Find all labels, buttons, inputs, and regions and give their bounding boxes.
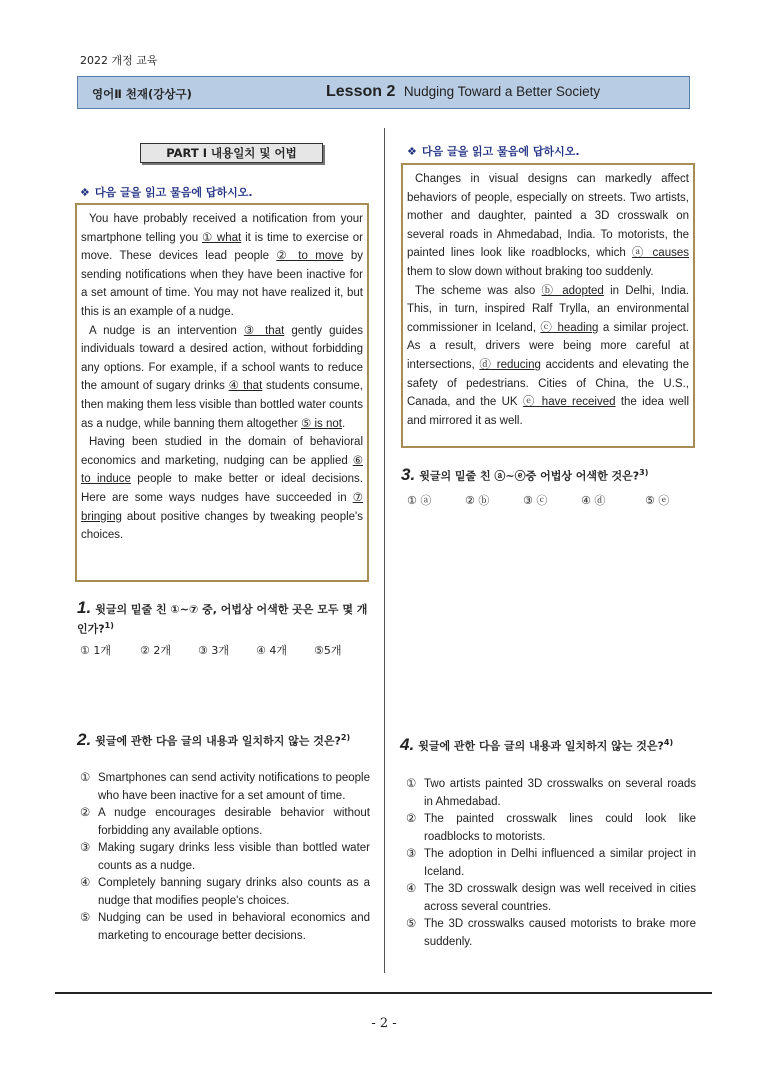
option-item[interactable] (406, 846, 696, 881)
underlined-item-7: ⑦ bringing (81, 491, 363, 523)
question-number: 1. (77, 598, 92, 617)
option-text: The 3D crosswalk design was well received in cities across several countries. (424, 883, 696, 913)
passage-text: by sending notifications when they have been inactive for a set amount of time. You may not have realized it, but this is an example of a nudge. (81, 250, 363, 318)
question-3 (401, 465, 695, 485)
option-mark: ⑤ (406, 918, 417, 930)
choice[interactable]: ④ ⓓ (581, 494, 606, 507)
passage-text: about positive changes by tweaking people's choices. (81, 510, 363, 542)
underlined-item-2: ② to move (276, 250, 344, 263)
option-text: A nudge encourages desirable behavior without forbidding any available options. (98, 807, 370, 837)
option-text: Completely banning sugary drinks also counts as a nudge that modifies people's choices. (98, 877, 370, 907)
choice[interactable]: ④ 4개 (256, 644, 287, 657)
option-item[interactable] (406, 811, 696, 846)
footer-rule (55, 992, 712, 994)
passage-text: it is time to exercise or move. These devices lead people (81, 231, 364, 263)
option-mark: ② (80, 807, 91, 819)
option-text: The painted crosswalk lines could look like roadblocks to motorists. (424, 813, 696, 843)
passage-text: the idea well and mirrored it as well. (407, 396, 690, 427)
passage-text: people to make better or ideal decisions. Here are some ways nudges have succeeded in (81, 473, 363, 504)
question-text: 윗글의 밑줄 친 ⓐ~ⓔ중 어법상 어색한 것은? (419, 469, 640, 483)
question-text: 윗글의 밑줄 친 ①~⑦ 중, 어법상 어색한 곳은 모두 몇 개인가? (77, 603, 368, 636)
diamond-bullet-icon: ❖ (80, 186, 90, 199)
option-mark: ① (406, 778, 417, 790)
instruction-text: 다음 글을 읽고 물음에 답하시오. (421, 145, 580, 158)
question-number: 2. (77, 729, 92, 749)
option-text: Making sugary drinks less visible than bottled water counts as a nudge. (98, 842, 370, 872)
instruction-text: 다음 글을 읽고 물음에 답하시오. (94, 186, 253, 199)
passage-text: Having been studied in the domain of behavioral economics and marketing, nudging can be applied (81, 436, 363, 467)
passage-text: students consume, then making them less visible than bottled water counts as a nudge, while banning them altogether (81, 380, 363, 430)
passage-text: Changes in visual designs can markedly affect behaviors of people, especially on streets. Two artists, mother and daughter, painted a 3D crosswalk on several roads in Ahmedabad, India. To motorists, the painted lines look like roadblocks, which (407, 173, 689, 260)
lesson-title: Nudging Toward a Better Society (403, 84, 601, 99)
passage-paragraph (407, 282, 689, 431)
lesson-header (77, 76, 690, 109)
option-mark: ① (80, 772, 91, 784)
underlined-item-c: ⓒ heading (540, 321, 599, 334)
footnote-ref: 1) (104, 621, 114, 630)
passage-text: in Delhi, India. This, in turn, inspired Ralf Trylla, an environmental commissioner in Iceland, (407, 284, 689, 334)
q3-choices (407, 492, 685, 508)
question-4 (400, 735, 696, 755)
choice[interactable]: ② 2개 (140, 644, 171, 657)
q2-options (80, 770, 370, 945)
footnote-ref: 3) (639, 468, 649, 477)
option-mark: ④ (406, 883, 417, 895)
option-text: Nudging can be used in behavioral economics and marketing to encourage better decisions. (98, 912, 370, 942)
choice[interactable]: ① 1개 (80, 644, 111, 657)
question-1 (77, 600, 369, 638)
choice[interactable]: ⑤ ⓔ (645, 494, 670, 507)
underlined-item-a: ⓐ causes (631, 247, 689, 260)
underlined-item-d: ⓓ reducing (479, 358, 541, 371)
passage-text: them to slow down without braking too suddenly. (407, 265, 654, 278)
question-number: 3. (401, 464, 416, 484)
option-mark: ⑤ (80, 912, 91, 924)
choice[interactable]: ① ⓐ (407, 494, 432, 507)
underlined-item-6: ⑥ to induce (81, 454, 363, 486)
footnote-ref: 4) (663, 738, 674, 747)
q1-choices (80, 642, 364, 658)
underlined-item-5: ⑤ is not (300, 417, 342, 430)
passage-paragraph (81, 433, 363, 545)
option-item[interactable] (80, 875, 370, 910)
q4-options (406, 776, 696, 951)
footnote-ref: 2) (340, 733, 351, 742)
option-item[interactable] (80, 805, 370, 840)
option-mark: ③ (80, 842, 91, 854)
passage-text: A nudge is an intervention (89, 324, 244, 337)
underlined-item-4: ④ that (228, 380, 263, 393)
option-text: Two artists painted 3D crosswalks on several roads in Ahmedabad. (424, 778, 696, 808)
passage-nudge (75, 203, 369, 582)
underlined-item-1: ① what (202, 231, 242, 244)
option-mark: ③ (406, 848, 417, 860)
option-item[interactable] (80, 910, 370, 945)
subject-label: 영어Ⅱ 천재(강상구) (92, 87, 192, 101)
option-mark: ④ (80, 877, 91, 889)
passage-paragraph (407, 170, 689, 282)
curriculum-label: 2022 개정 교육 (80, 54, 158, 67)
passage-paragraph (81, 210, 363, 322)
option-item[interactable] (80, 770, 370, 805)
choice[interactable]: ③ 3개 (198, 644, 229, 657)
lesson-number: Lesson 2 (326, 83, 396, 100)
underlined-item-3: ③ that (243, 324, 285, 337)
option-text: Smartphones can send activity notifications to people who have been inactive for a set amount of time. (98, 772, 370, 802)
passage-paragraph (81, 322, 363, 434)
passage-text: accidents and elevating the safety of pedestrians. Cities of China, the U.S., Canada, and the UK (407, 358, 689, 409)
passage-text: The scheme was also (415, 284, 542, 297)
diamond-bullet-icon: ❖ (407, 145, 417, 158)
question-number: 4. (400, 734, 415, 754)
passage-crosswalk (401, 163, 695, 448)
question-text: 윗글에 관한 다음 글의 내용과 일치하지 않는 것은? (418, 739, 664, 753)
part-title: PART Ⅰ 내용일치 및 어법 (140, 143, 323, 163)
underlined-item-b: ⓑ adopted (541, 284, 604, 297)
choice[interactable]: ② ⓑ (465, 494, 490, 507)
choice[interactable]: ③ ⓒ (523, 494, 548, 507)
instruction-right (407, 143, 580, 159)
page-number: - 2 - (371, 1016, 397, 1031)
passage-text: gently guides individuals toward a desired action, without forbidding any options. For example, if a school wants to reduce the amount of sugary drinks (81, 324, 363, 393)
option-item[interactable] (406, 916, 696, 951)
question-text: 윗글에 관한 다음 글의 내용과 일치하지 않는 것은? (95, 734, 341, 748)
instruction-left (80, 184, 253, 200)
passage-text: a similar project. As a result, drivers were being more careful at intersections, (407, 321, 690, 371)
choice[interactable]: ⑤5개 (314, 644, 342, 657)
option-text: The 3D crosswalks caused motorists to brake more suddenly. (424, 918, 696, 948)
option-text: The adoption in Delhi influenced a similar project in Iceland. (424, 848, 696, 878)
lesson-heading (326, 83, 600, 101)
passage-text: You have probably received a notification from your smartphone telling you (81, 213, 363, 244)
option-item[interactable] (406, 881, 696, 916)
option-item[interactable] (406, 776, 696, 811)
question-2 (77, 730, 369, 750)
option-item[interactable] (80, 840, 370, 875)
passage-text: . (341, 417, 346, 430)
underlined-item-e: ⓔ have received (522, 396, 616, 409)
column-divider (384, 128, 385, 973)
option-mark: ② (406, 813, 417, 825)
